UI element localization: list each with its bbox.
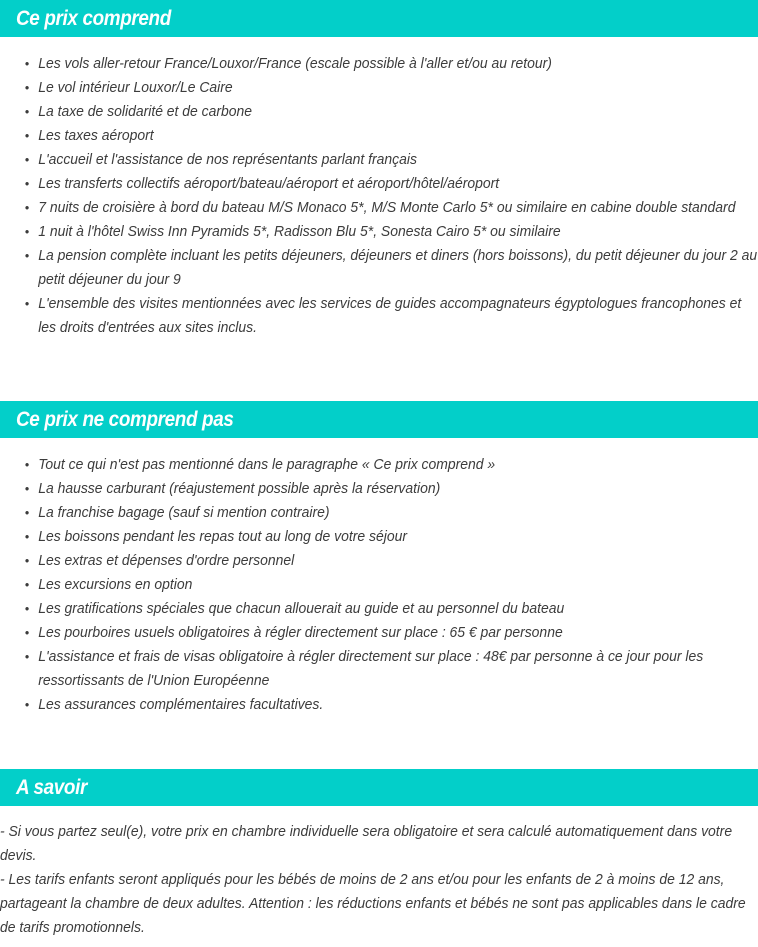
section-title-included: Ce prix comprend <box>16 6 171 30</box>
spacer-after-not-included-header <box>0 438 758 453</box>
list-item: • 1 nuit à l'hôtel Swiss Inn Pyramids 5*, Radisson Blu 5*, Sonesta Cairo 5* ou similaire <box>0 220 758 244</box>
list-item: • Les assurances complémentaires facultatives. <box>0 693 758 717</box>
list-item: • L'accueil et l'assistance de nos représentants parlant français <box>0 148 758 172</box>
list-item: • La franchise bagage (sauf si mention contraire) <box>0 501 758 525</box>
section-body-to-know <box>0 820 758 940</box>
list-item: • Les vols aller-retour France/Louxor/France (escale possible à l'aller et/ou au retour) <box>0 52 758 76</box>
included-list <box>0 52 758 340</box>
list-item: • Les extras et dépenses d'ordre personnel <box>0 549 758 573</box>
spacer-before-to-know-header <box>0 717 758 769</box>
section-header-not-included <box>0 401 758 438</box>
list-item: • La pension complète incluant les petits déjeuners, déjeuners et diners (hors boissons), du petit déjeuner du jour 2 au petit déjeuner du jour 9 <box>0 244 758 292</box>
list-item: • L'assistance et frais de visas obligatoire à régler directement sur place : 48€ par personne à ce jour pour les ressortissants de l'Union Européenne <box>0 645 758 693</box>
section-title-to-know: A savoir <box>16 775 88 799</box>
not-included-list <box>0 453 758 717</box>
section-body-not-included <box>0 453 758 717</box>
list-item: • Les boissons pendant les repas tout au long de votre séjour <box>0 525 758 549</box>
section-body-included <box>0 52 758 340</box>
note-paragraph: - Les tarifs enfants seront appliqués pour les bébés de moins de 2 ans et/ou pour les enfants de 2 à moins de 12 ans, partageant la chambre de deux adultes. Attention : les réductions enfants et bébés ne sont pas applicables dans le cadre de tarifs promotionnels. <box>0 872 746 936</box>
list-item: • Le vol intérieur Louxor/Le Caire <box>0 76 758 100</box>
list-item: • La hausse carburant (réajustement possible après la réservation) <box>0 477 758 501</box>
section-header-included <box>0 0 758 37</box>
list-item: • Les taxes aéroport <box>0 124 758 148</box>
spacer-after-to-know-header <box>0 806 758 820</box>
list-item: • La taxe de solidarité et de carbone <box>0 100 758 124</box>
spacer-after-included-header <box>0 37 758 52</box>
list-item: • 7 nuits de croisière à bord du bateau M/S Monaco 5*, M/S Monte Carlo 5* ou similaire en cabine double standard <box>0 196 758 220</box>
list-item: • Les excursions en option <box>0 573 758 597</box>
section-header-to-know <box>0 769 758 806</box>
section-title-not-included: Ce prix ne comprend pas <box>16 407 234 431</box>
note-paragraph: - Si vous partez seul(e), votre prix en chambre individuelle sera obligatoire et sera calculé automatiquement dans votre devis. <box>0 824 733 864</box>
list-item: • Tout ce qui n'est pas mentionné dans le paragraphe « Ce prix comprend » <box>0 453 758 477</box>
spacer-before-not-included-header <box>0 340 758 401</box>
list-item: • Les pourboires usuels obligatoires à régler directement sur place : 65 € par personne <box>0 621 758 645</box>
list-item: • Les gratifications spéciales que chacun allouerait au guide et au personnel du bateau <box>0 597 758 621</box>
list-item: • Les transferts collectifs aéroport/bateau/aéroport et aéroport/hôtel/aéroport <box>0 172 758 196</box>
list-item: • L'ensemble des visites mentionnées avec les services de guides accompagnateurs égyptologues francophones et les droits d'entrées aux sites inclus. <box>0 292 758 340</box>
